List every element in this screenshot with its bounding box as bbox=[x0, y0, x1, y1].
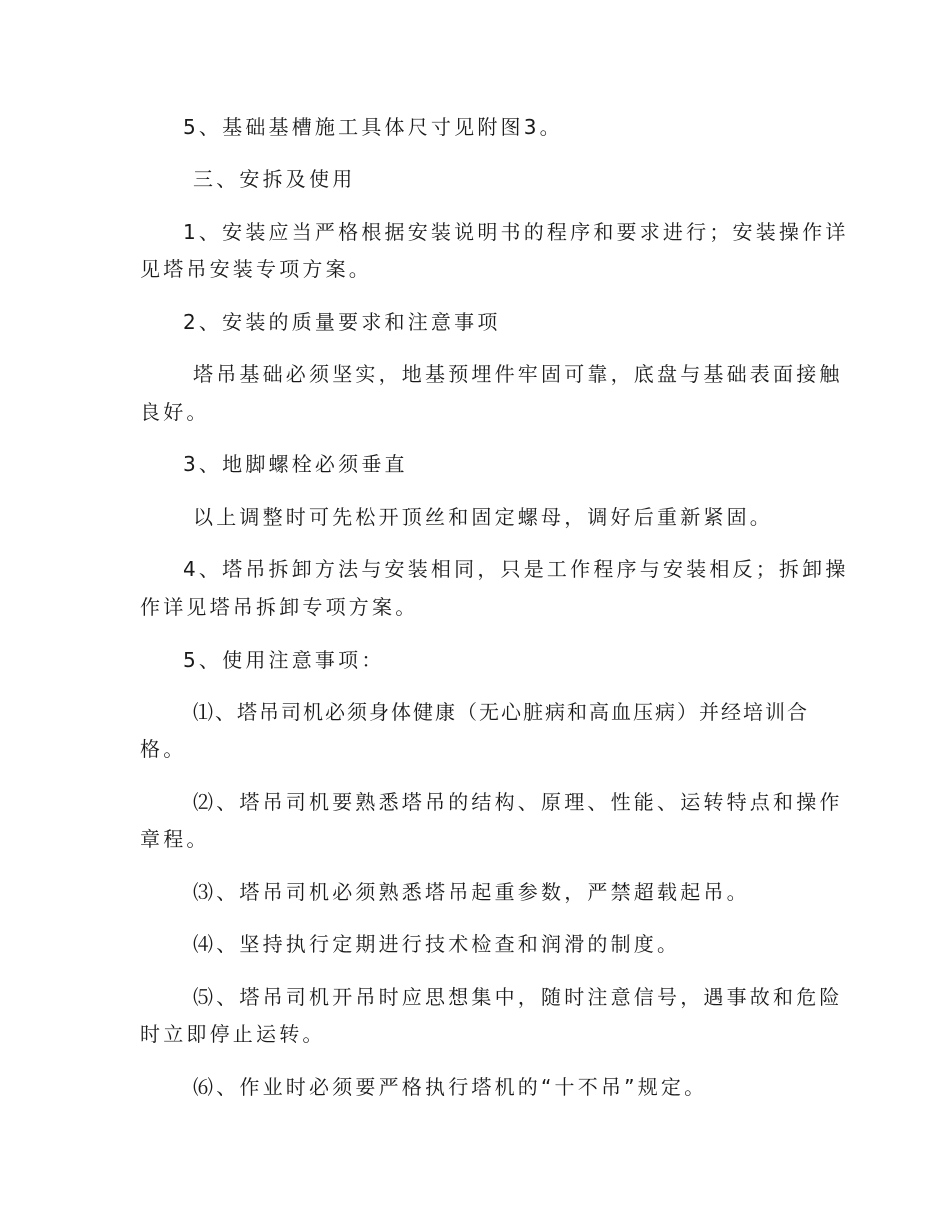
list-item-line: ⑶、塔吊司机必须熟悉塔吊起重参数，严禁超载起吊。 bbox=[193, 880, 750, 904]
paragraph-line: 1、安装应当严格根据安装说明书的程序和要求进行；安装操作详 bbox=[183, 220, 849, 244]
list-item-line: 章程。 bbox=[140, 827, 210, 851]
paragraph-line: 塔吊基础必须坚实，地基预埋件牢固可靠，底盘与基础表面接触 bbox=[193, 362, 843, 386]
paragraph-line: 4、塔吊拆卸方法与安装相同，只是工作程序与安装相反；拆卸操 bbox=[183, 557, 849, 581]
list-item-line: ⑹、作业时必须要严格执行塔机的“十不吊”规定。 bbox=[193, 1075, 708, 1099]
list-item-line: ⑷、坚持执行定期进行技术检查和润滑的制度。 bbox=[193, 932, 681, 956]
paragraph-line: 2、安装的质量要求和注意事项 bbox=[183, 310, 501, 334]
list-item-line: ⑵、塔吊司机要熟悉塔吊的结构、原理、性能、运转特点和操作 bbox=[193, 790, 843, 814]
paragraph-line: 5、使用注意事项： bbox=[183, 648, 385, 672]
paragraph-line: 3、地脚螺栓必须垂直 bbox=[183, 452, 408, 476]
list-item-line: ⑴、塔吊司机必须身体健康（无心脏病和高血压病）并经培训合 bbox=[193, 700, 809, 724]
list-item-line: 时立即停止运转。 bbox=[140, 1022, 326, 1046]
paragraph-line: 作详见塔吊拆卸专项方案。 bbox=[140, 595, 419, 619]
paragraph-line: 良好。 bbox=[140, 400, 210, 424]
section-heading: 三、安拆及使用 bbox=[193, 167, 356, 191]
paragraph-line: 见塔吊安装专项方案。 bbox=[140, 257, 372, 281]
paragraph-line: 以上调整时可先松开顶丝和固定螺母，调好后重新紧固。 bbox=[193, 505, 773, 529]
paragraph-line: 5、基础基槽施工具体尺寸见附图3。 bbox=[183, 115, 563, 139]
list-item-line: 格。 bbox=[140, 737, 187, 761]
list-item-line: ⑸、塔吊司机开吊时应思想集中，随时注意信号，遇事故和危险 bbox=[193, 985, 843, 1009]
